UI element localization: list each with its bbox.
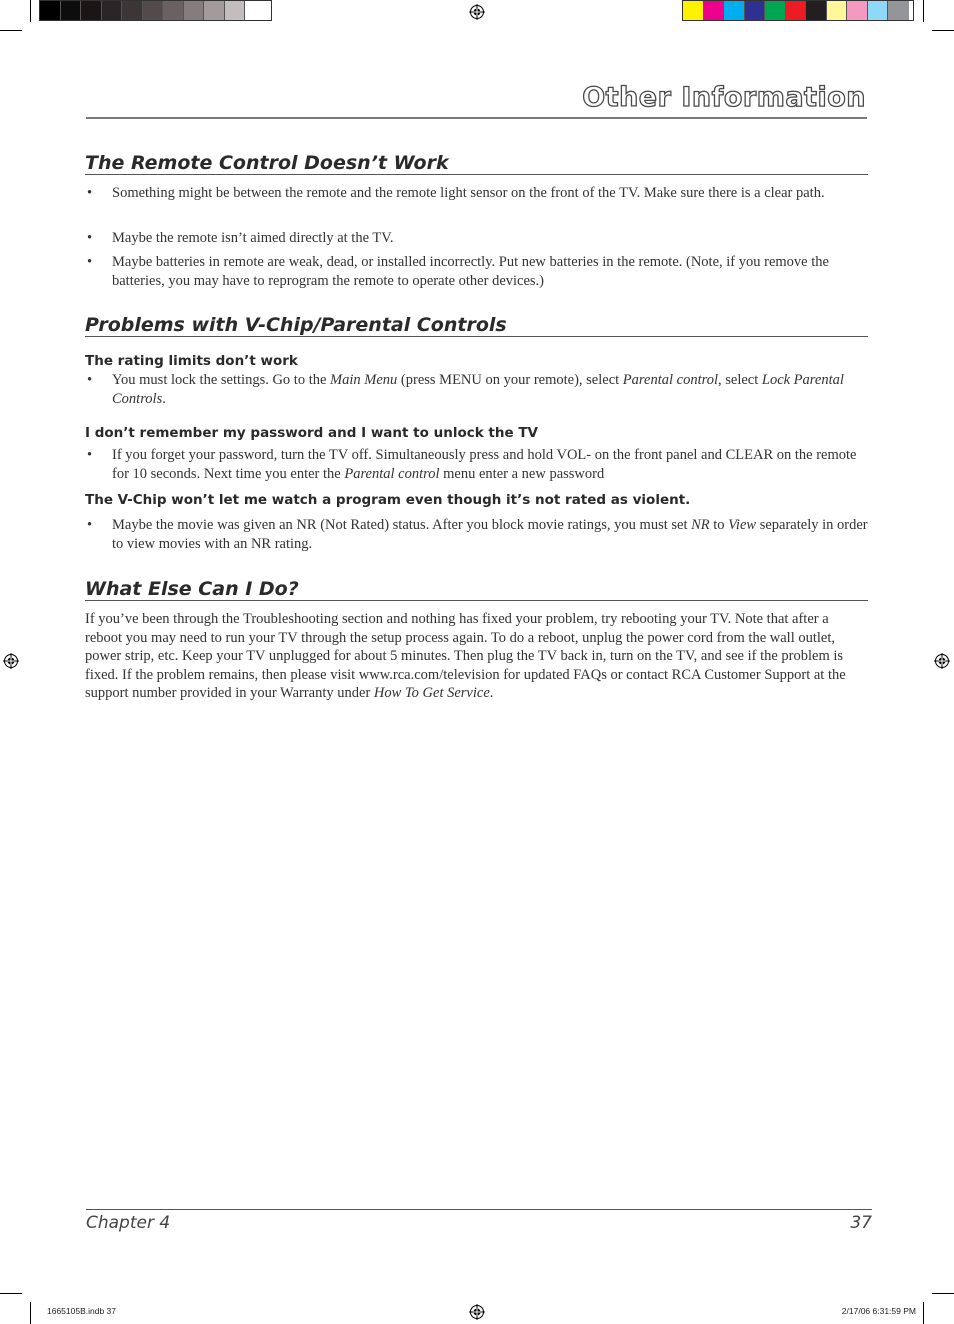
print-timestamp: 2/17/06 6:31:59 PM [841,1306,916,1316]
color-swatch [704,1,725,20]
color-swatch [765,1,786,20]
color-swatch [143,1,164,20]
subheading: The rating limits don’t work [85,353,298,369]
section-heading-else: What Else Can I Do? [85,578,868,601]
color-swatch [81,1,102,20]
footer-divider [86,1209,872,1210]
page-title: Other Information [582,82,866,113]
grayscale-color-bar [39,0,272,21]
list-item [85,516,868,553]
subheading: The V-Chip won’t let me watch a program even though it’s not rated as violent. [85,492,691,508]
color-swatch [745,1,766,20]
list-item [85,371,868,408]
color-swatch [888,1,909,20]
crop-mark [30,1302,31,1324]
registration-mark-icon [469,4,485,20]
bullet-icon: • [87,254,93,270]
bullet-icon: • [87,185,93,201]
body-paragraph: If you’ve been through the Troubleshooting section and nothing has fixed your problem, try rebooting your TV. Note that after a reboot you may need to run your TV through the setup process again. To do a reboot, unplug the power cord from the wall outlet, power strip, etc. Keep your TV unplugged for about 5 minutes. Then plug the TV back in, turn on the TV, and see if the problem is fixed. If the problem remains, then please visit www.rca.com/television for updated FAQs or contact RCA Customer Support at the support number provided in your Warranty under How To Get Service. [85,611,846,702]
bullet-icon: • [87,447,93,463]
crop-mark [932,30,954,31]
subheading: I don’t remember my password and I want to unlock the TV [85,425,538,441]
color-swatch [122,1,143,20]
bullet-icon: • [87,517,93,533]
list-item [85,253,868,290]
list-item [85,446,868,483]
registration-mark-icon [3,653,19,669]
color-swatch [225,1,246,20]
color-swatch [786,1,807,20]
list-item-text: You must lock the settings. Go to the Main Menu (press MENU on your remote), select Parental control, select Lock Parental Controls. [112,372,844,407]
registration-mark-icon [469,1304,485,1320]
color-swatch [683,1,704,20]
color-swatch [827,1,848,20]
title-divider [86,117,867,119]
list-item [85,184,868,203]
crop-mark [0,30,22,31]
color-swatch [184,1,205,20]
color-swatch [102,1,123,20]
bullet-icon: • [87,372,93,388]
color-swatch [204,1,225,20]
section-heading-remote: The Remote Control Doesn’t Work [85,152,868,175]
crop-mark [30,0,31,22]
crop-mark [0,1293,22,1294]
crop-mark [923,1302,924,1324]
crop-mark [932,1293,954,1294]
crop-mark [923,0,924,22]
color-swatch [847,1,868,20]
list-item-text: Something might be between the remote and the remote light sensor on the front of the TV. Make sure there is a clear path. [112,185,825,201]
registration-mark-icon [934,653,950,669]
page-number: 37 [850,1213,872,1233]
process-color-bar [682,0,914,21]
color-swatch [61,1,82,20]
list-item-text: If you forget your password, turn the TV off. Simultaneously press and hold VOL- on the front panel and CLEAR on the remote for 10 seconds. Next time you enter the Parental control menu enter a new password [112,447,857,482]
file-slug: 1665105B.indb 37 [47,1306,117,1316]
section-heading-vchip: Problems with V-Chip/Parental Controls [85,314,868,337]
color-swatch [806,1,827,20]
list-item-text: Maybe batteries in remote are weak, dead, or installed incorrectly. Put new batteries in the remote. (Note, if you remove the batteries, you may have to reprogram the remote to operate other devices.) [112,254,829,289]
color-swatch [724,1,745,20]
list-item-text: Maybe the movie was given an NR (Not Rated) status. After you block movie ratings, you must set NR to View separately in order to view movies with an NR rating. [112,517,868,552]
bullet-icon: • [87,230,93,246]
color-swatch [868,1,889,20]
list-item-text: Maybe the remote isn’t aimed directly at the TV. [112,230,394,246]
color-swatch [40,1,61,20]
color-swatch [163,1,184,20]
chapter-label: Chapter 4 [86,1213,171,1233]
list-item [85,229,868,248]
color-swatch [245,1,266,20]
